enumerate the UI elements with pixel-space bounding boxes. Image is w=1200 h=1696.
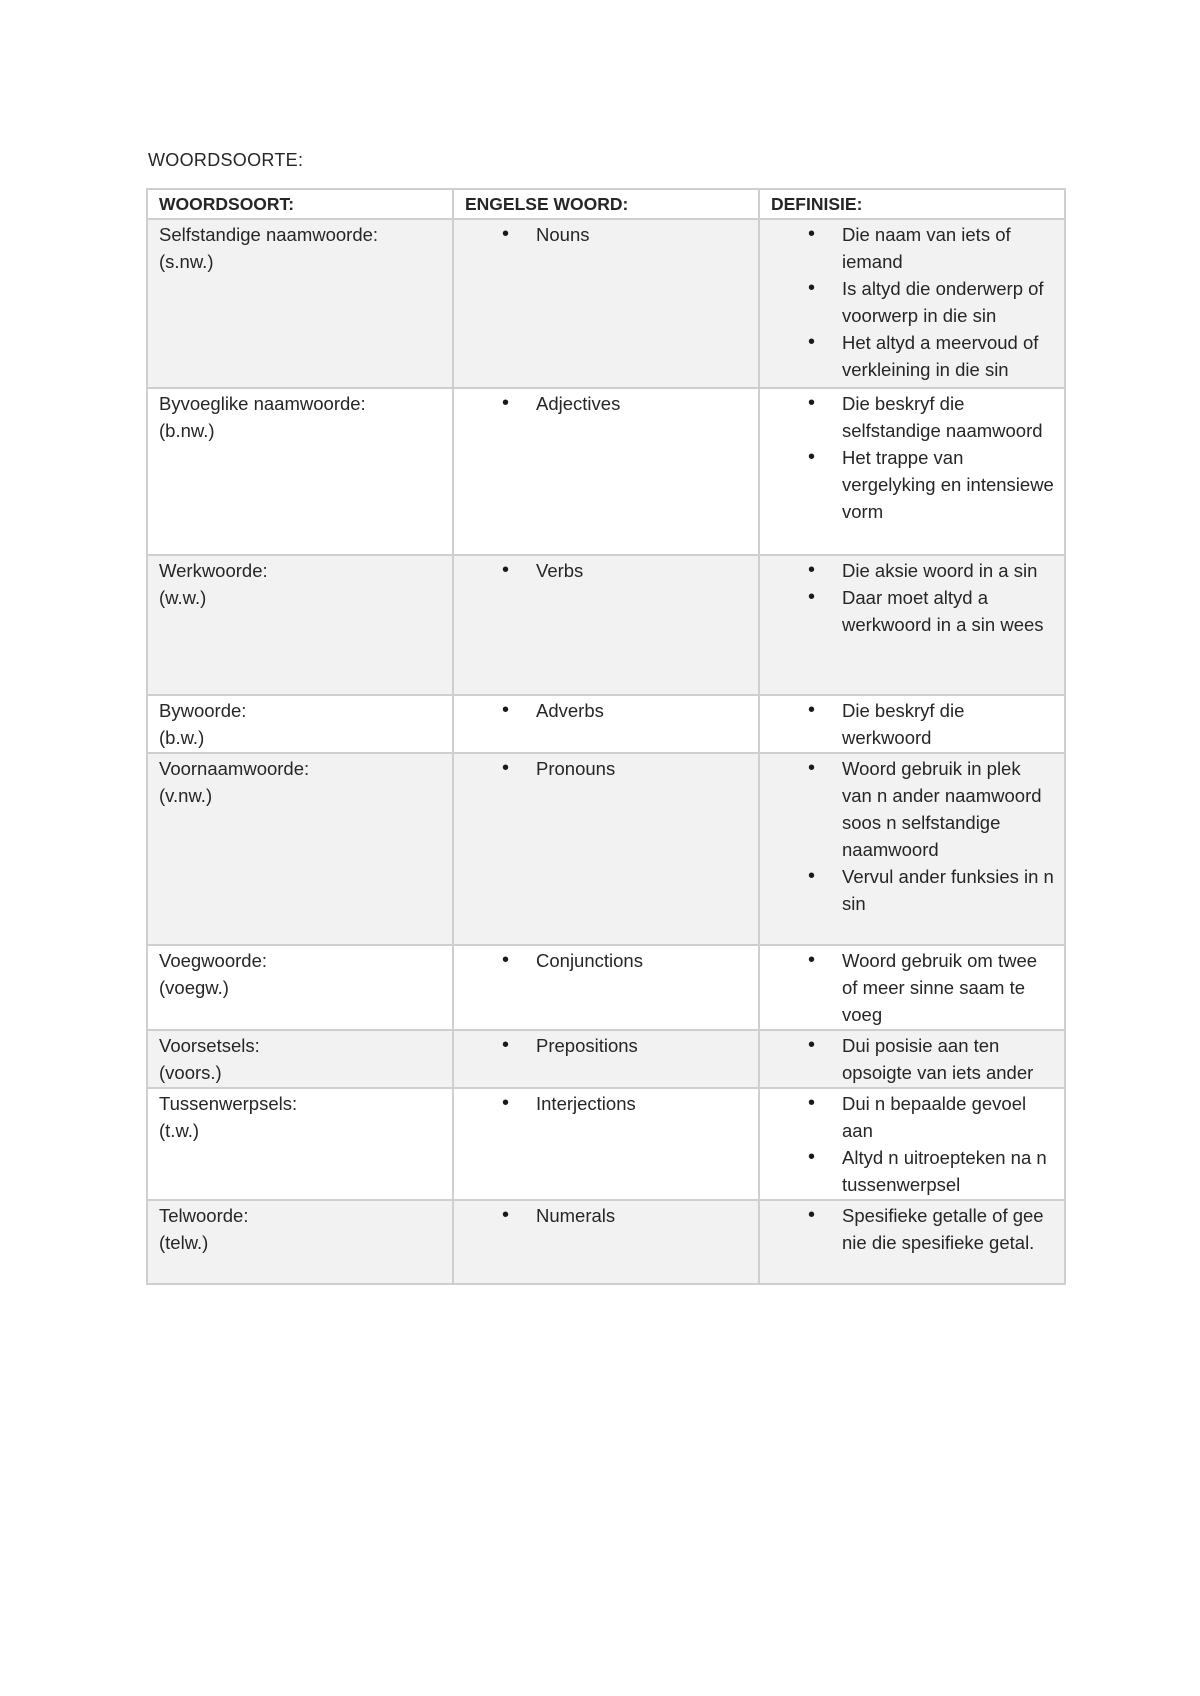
cell-engelse-woord — [453, 555, 759, 695]
english-word-list — [465, 1032, 748, 1059]
cell-definisie — [759, 945, 1065, 1030]
word-class-abbreviation: (b.w.) — [159, 727, 205, 748]
definition-list — [771, 1090, 1054, 1198]
cell-engelse-woord — [453, 753, 759, 945]
definition-list — [771, 390, 1054, 525]
cell-engelse-woord — [453, 388, 759, 555]
table-row — [147, 219, 1065, 388]
word-class-name: Bywoorde: — [159, 700, 247, 721]
header-definisie: DEFINISIE: — [759, 189, 1065, 219]
definition-item: • Het altyd a meervoud of verkleining in die sin — [771, 329, 1054, 383]
english-word-list — [465, 390, 748, 417]
definition-item: • Woord gebruik om twee of meer sinne saam te voeg — [771, 947, 1054, 1028]
word-class-abbreviation: (voegw.) — [159, 977, 229, 998]
parts-of-speech-table — [146, 188, 1066, 1285]
cell-definisie — [759, 1030, 1065, 1088]
cell-definisie — [759, 388, 1065, 555]
definition-list — [771, 221, 1054, 383]
definition-item: • Dui posisie aan ten opsoigte van iets ander — [771, 1032, 1054, 1086]
english-word: • Nouns — [465, 221, 748, 248]
word-class-name: Telwoorde: — [159, 1205, 249, 1226]
definition-list — [771, 947, 1054, 1028]
header-engelse-woord: ENGELSE WOORD: — [453, 189, 759, 219]
definition-list — [771, 557, 1054, 638]
word-class-name: Voegwoorde: — [159, 950, 268, 971]
word-class-abbreviation: (v.nw.) — [159, 785, 213, 806]
english-word: • Adverbs — [465, 697, 748, 724]
cell-definisie — [759, 695, 1065, 753]
cell-woordsoort — [147, 1200, 453, 1284]
document-title: WOORDSOORTE: — [148, 150, 304, 170]
cell-woordsoort — [147, 1088, 453, 1200]
table-row — [147, 695, 1065, 753]
english-word: • Prepositions — [465, 1032, 748, 1059]
word-class-abbreviation: (telw.) — [159, 1232, 209, 1253]
definition-item: • Dui n bepaalde gevoel aan — [771, 1090, 1054, 1144]
cell-woordsoort — [147, 1030, 453, 1088]
definition-item: • Die aksie woord in a sin — [771, 557, 1054, 584]
word-class-abbreviation: (w.w.) — [159, 587, 207, 608]
cell-engelse-woord — [453, 945, 759, 1030]
definition-list — [771, 697, 1054, 751]
english-word: • Conjunctions — [465, 947, 748, 974]
definition-item: • Die naam van iets of iemand — [771, 221, 1054, 275]
header-woordsoort: WOORDSOORT: — [147, 189, 453, 219]
table-row — [147, 555, 1065, 695]
table-body — [147, 219, 1065, 1284]
cell-definisie — [759, 219, 1065, 388]
definition-item: • Het trappe van vergelyking en intensiewe vorm — [771, 444, 1054, 525]
definition-item: • Altyd n uitroepteken na n tussenwerpsel — [771, 1144, 1054, 1198]
table-row — [147, 1200, 1065, 1284]
table-row — [147, 1088, 1065, 1200]
cell-woordsoort — [147, 219, 453, 388]
definition-item: • Die beskryf die werkwoord — [771, 697, 1054, 751]
word-class-abbreviation: (s.nw.) — [159, 251, 214, 272]
word-class-name: Werkwoorde: — [159, 560, 268, 581]
definition-item: • Woord gebruik in plek van n ander naamwoord soos n selfstandige naamwoord — [771, 755, 1054, 863]
cell-definisie — [759, 1200, 1065, 1284]
definition-item: • Spesifieke getalle of gee nie die spesifieke getal. — [771, 1202, 1054, 1256]
english-word-list — [465, 697, 748, 724]
english-word-list — [465, 557, 748, 584]
definition-item: • Die beskryf die selfstandige naamwoord — [771, 390, 1054, 444]
word-class-name: Voornaamwoorde: — [159, 758, 310, 779]
english-word: • Verbs — [465, 557, 748, 584]
english-word: • Adjectives — [465, 390, 748, 417]
english-word: • Numerals — [465, 1202, 748, 1229]
word-class-abbreviation: (b.nw.) — [159, 420, 215, 441]
table-header-row — [147, 189, 1065, 219]
definition-list — [771, 1032, 1054, 1086]
english-word-list — [465, 1090, 748, 1117]
cell-definisie — [759, 555, 1065, 695]
cell-woordsoort — [147, 753, 453, 945]
cell-engelse-woord — [453, 1200, 759, 1284]
cell-engelse-woord — [453, 695, 759, 753]
cell-woordsoort — [147, 555, 453, 695]
word-class-abbreviation: (t.w.) — [159, 1120, 200, 1141]
english-word-list — [465, 221, 748, 248]
cell-engelse-woord — [453, 1030, 759, 1088]
definition-item: • Is altyd die onderwerp of voorwerp in die sin — [771, 275, 1054, 329]
table-row — [147, 388, 1065, 555]
cell-definisie — [759, 1088, 1065, 1200]
word-class-name: Tussenwerpsels: — [159, 1093, 298, 1114]
english-word: • Interjections — [465, 1090, 748, 1117]
table-row — [147, 945, 1065, 1030]
english-word-list — [465, 1202, 748, 1229]
word-class-name: Selfstandige naamwoorde: — [159, 224, 379, 245]
word-class-abbreviation: (voors.) — [159, 1062, 222, 1083]
table-row — [147, 753, 1065, 945]
definition-item: • Daar moet altyd a werkwoord in a sin wees — [771, 584, 1054, 638]
english-word-list — [465, 947, 748, 974]
word-class-name: Voorsetsels: — [159, 1035, 260, 1056]
definition-item: • Vervul ander funksies in n sin — [771, 863, 1054, 917]
cell-woordsoort — [147, 695, 453, 753]
definition-list — [771, 755, 1054, 917]
word-class-name: Byvoeglike naamwoorde: — [159, 393, 366, 414]
definition-list — [771, 1202, 1054, 1256]
cell-definisie — [759, 753, 1065, 945]
table-row — [147, 1030, 1065, 1088]
cell-engelse-woord — [453, 219, 759, 388]
cell-engelse-woord — [453, 1088, 759, 1200]
english-word: • Pronouns — [465, 755, 748, 782]
cell-woordsoort — [147, 945, 453, 1030]
cell-woordsoort — [147, 388, 453, 555]
english-word-list — [465, 755, 748, 782]
